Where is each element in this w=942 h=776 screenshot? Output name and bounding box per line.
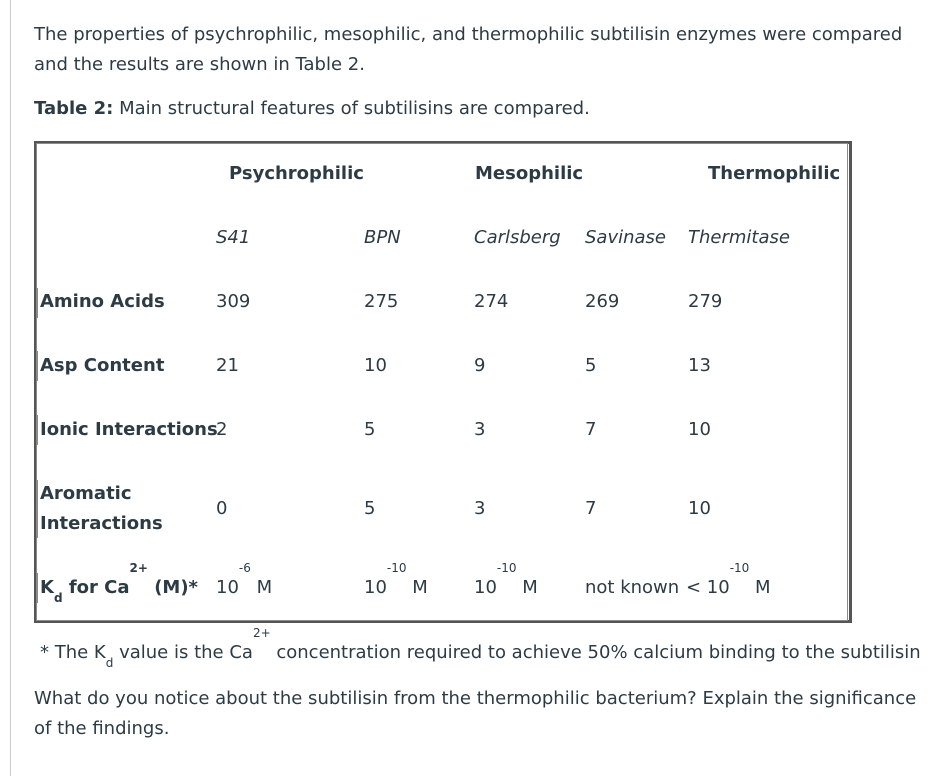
table-caption — [34, 96, 590, 122]
footnote-end: concentration required to achieve 50% calcium binding to the subtilisin — [270, 642, 921, 663]
kd-unit: (M)* — [147, 577, 198, 598]
row-label-amino-acids: Amino Acids — [40, 291, 165, 312]
table-cell: 7 — [585, 419, 597, 440]
kd-s41-unit: M — [250, 577, 273, 598]
kd-s41-base: 10 — [216, 577, 239, 598]
table-cell: 309 — [216, 291, 251, 312]
footnote-charge: 2+ — [252, 626, 271, 640]
enzyme-savinase: Savinase — [585, 227, 666, 248]
table-cell: 279 — [688, 291, 723, 312]
kd-carlsberg — [474, 561, 538, 603]
kd-s41 — [216, 561, 273, 603]
row-rule — [36, 288, 38, 318]
row-label-interactions: Interactions — [40, 513, 163, 534]
kd-thermitase-exp: -10 — [729, 561, 750, 575]
enzyme-thermitase: Thermitase — [688, 227, 790, 248]
kd-bpn-unit: M — [406, 577, 428, 598]
header-thermophilic: Thermophilic — [708, 163, 841, 184]
kd-thermitase-prefix: < 10 — [686, 577, 730, 598]
table-cell: 9 — [474, 355, 486, 376]
table-cell: 7 — [585, 498, 597, 519]
kd-thermitase-unit: M — [749, 577, 771, 598]
kd-bpn-exp: -10 — [386, 561, 407, 575]
kd-for: for Ca — [62, 577, 130, 598]
row-rule — [36, 480, 38, 538]
footnote-mid: value is the Ca — [113, 642, 253, 663]
kd-carlsberg-base: 10 — [474, 577, 497, 598]
kd-carlsberg-exp: -10 — [496, 561, 517, 575]
header-mesophilic: Mesophilic — [475, 163, 584, 184]
enzyme-bpn: BPN — [364, 227, 401, 248]
kd-carlsberg-unit: M — [516, 577, 538, 598]
kd-s41-exp: -6 — [238, 561, 251, 575]
table-cell: 3 — [474, 419, 486, 440]
intro-paragraph: The properties of psychrophilic, mesophilic, and thermophilic subtilisin enzymes were compared and the results are shown in Table 2. — [34, 24, 903, 75]
table-cell: 10 — [688, 419, 711, 440]
kd-thermitase — [686, 561, 771, 603]
table-cell: 13 — [688, 355, 711, 376]
row-label-kd — [40, 561, 198, 605]
row-rule — [36, 415, 38, 445]
kd-charge: 2+ — [129, 561, 148, 575]
enzyme-s41: S41 — [216, 227, 251, 248]
table-caption-text: Main structural features of subtilisins are compared. — [113, 98, 590, 119]
table-cell: 0 — [216, 498, 228, 519]
table-cell: 10 — [688, 498, 711, 519]
header-psychrophilic: Psychrophilic — [229, 163, 364, 184]
kd-k: K — [40, 577, 54, 598]
table-cell: 2 — [216, 419, 228, 440]
row-rule — [36, 573, 38, 603]
kd-subscript: d — [53, 590, 63, 605]
row-label-aromatic: Aromatic — [40, 483, 132, 504]
footnote-subscript: d — [105, 655, 114, 670]
enzyme-carlsberg: Carlsberg — [474, 227, 561, 248]
kd-savinase: not known — [585, 577, 680, 598]
table-cell: 21 — [216, 355, 239, 376]
table-cell: 5 — [585, 355, 597, 376]
table-cell: 274 — [474, 291, 509, 312]
table-caption-label: Table 2: — [34, 98, 114, 119]
row-rule — [36, 351, 38, 381]
table-cell: 5 — [364, 419, 376, 440]
table-cell: 275 — [364, 291, 399, 312]
question-paragraph: What do you notice about the subtilisin from the thermophilic bacterium? Explain the significance of the findings. — [34, 688, 917, 739]
table-cell: 3 — [474, 498, 486, 519]
kd-bpn — [364, 561, 428, 603]
row-label-ionic-interactions: Ionic Interactions — [40, 419, 218, 440]
table-cell: 269 — [585, 291, 620, 312]
table-footnote — [40, 626, 921, 670]
row-label-asp-content: Asp Content — [40, 355, 165, 376]
table-inner-border — [36, 143, 848, 621]
footnote-star: * The K — [40, 642, 106, 663]
table-cell: 10 — [364, 355, 387, 376]
table-cell: 5 — [364, 498, 376, 519]
kd-bpn-base: 10 — [364, 577, 387, 598]
